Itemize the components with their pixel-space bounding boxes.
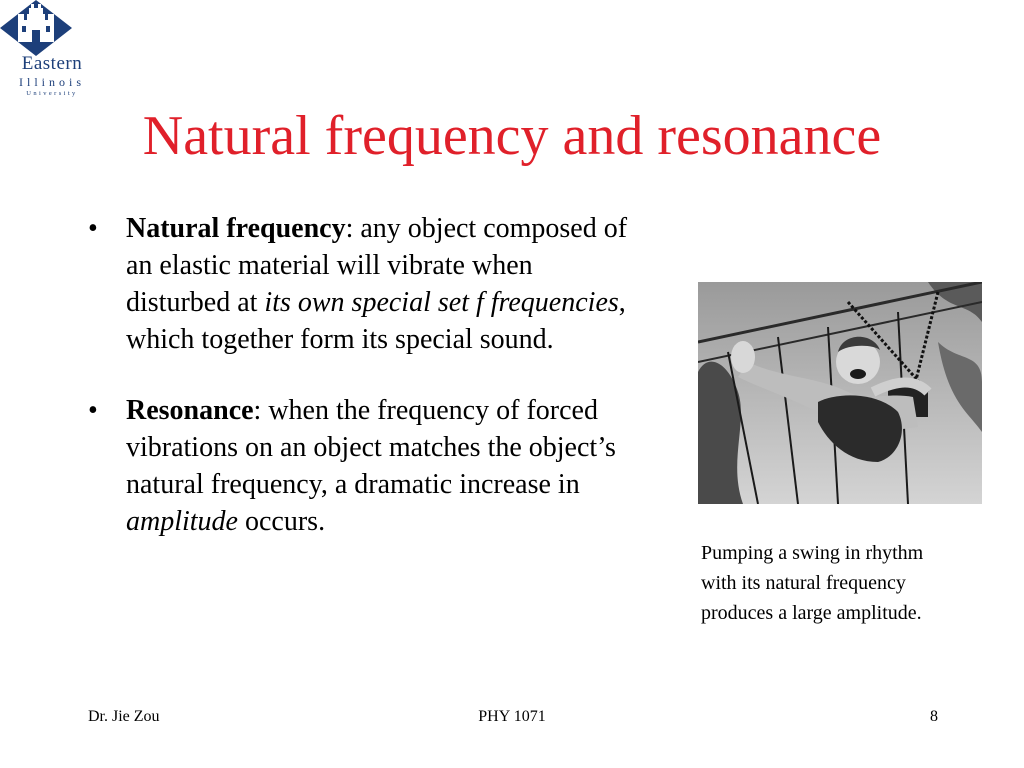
bullet-text: : when the frequency of forced vibrations on an object matches the object’s natural frequency, a dramatic increase in [126,395,616,500]
footer-course: PHY 1071 [478,708,546,725]
footer-author: Dr. Jie Zou [88,708,160,725]
slide-title: Natural frequency and resonance [142,105,882,167]
bullet-natural-frequency [88,210,628,358]
child-on-swing-icon [698,282,982,504]
castle-diamond-icon [0,0,104,56]
bullet-dot: • [88,213,98,244]
logo-word-illinois: Illinois [18,75,85,89]
logo-word-university: University [26,90,78,97]
footer-page-number: 8 [930,708,938,725]
bullet-list [88,210,628,540]
photo-caption: Pumping a swing in rhythm with its natural frequency produces a large amplitude. [701,542,924,624]
university-logo [0,0,104,112]
bullet-emphasis: its own special set f frequencies [264,287,619,318]
swing-photo [698,282,982,504]
bullet-term: Resonance [126,395,254,426]
bullet-term: Natural frequency [126,213,346,244]
logo-word-eastern: Eastern [21,53,83,74]
bullet-emphasis: amplitude [126,506,238,537]
bullet-resonance [88,392,628,540]
bullet-text: occurs. [238,506,326,537]
bullet-text: : any object composed of an elastic material will vibrate when disturbed at [126,213,628,318]
bullet-dot: • [88,395,98,426]
bullet-text: , which together form its special sound. [126,287,626,355]
